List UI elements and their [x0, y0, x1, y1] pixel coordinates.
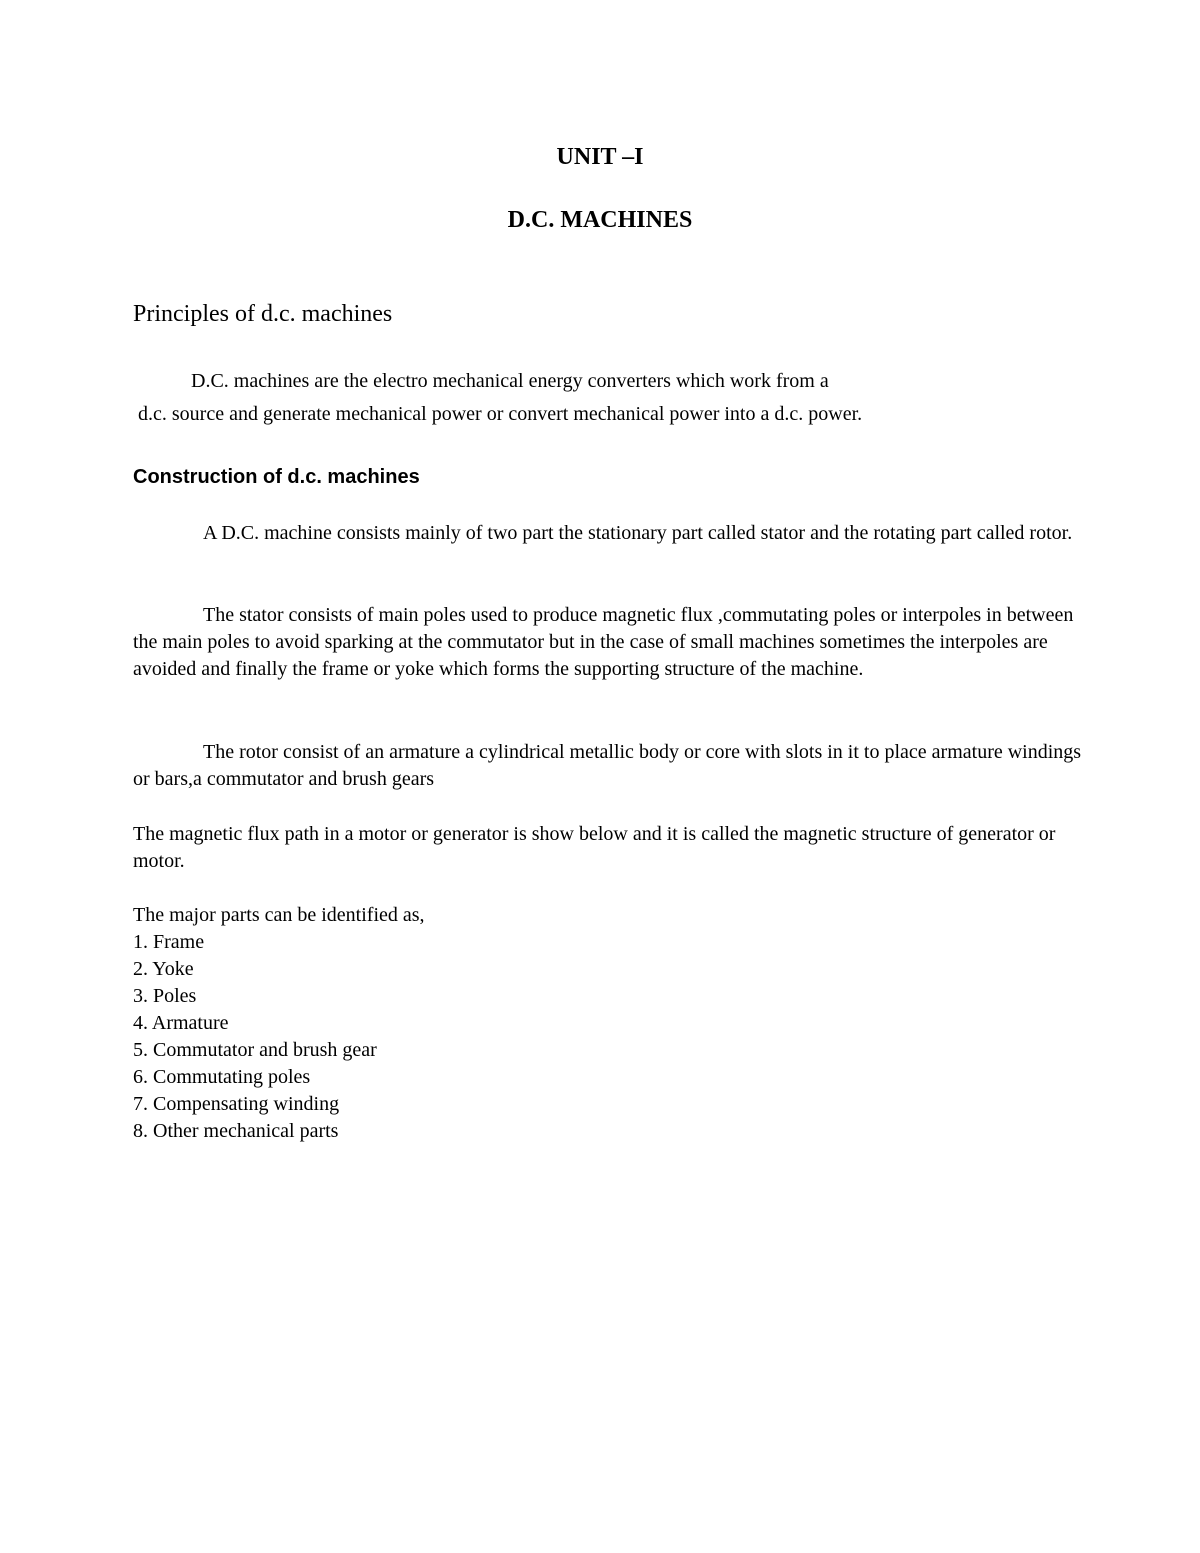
construction-paragraph-stator: The stator consists of main poles used to produce magnetic flux ,commutating poles or interpoles in between the main poles to avoid sparking at the commutator but in the case of small machines sometimes the interpoles are avoided and finally the frame or yoke which forms the supporting structure of the machine. [133, 604, 1074, 680]
construction-heading: Construction of d.c. machines [133, 466, 420, 488]
parts-intro: The major parts can be identified as, [133, 904, 425, 926]
list-item: 8. Other mechanical parts [133, 1120, 339, 1142]
construction-paragraph-flux-path: The magnetic flux path in a motor or generator is show below and it is called the magnetic structure of generator or motor. [133, 823, 1056, 872]
construction-paragraph-stator-rotor: A D.C. machine consists mainly of two part the stationary part called stator and the rotating part called rotor. [203, 522, 1073, 544]
list-item: 4. Armature [133, 1012, 229, 1034]
principles-line-1: D.C. machines are the electro mechanical energy converters which work from a [191, 370, 829, 392]
list-item: 7. Compensating winding [133, 1093, 340, 1115]
construction-paragraph-rotor: The rotor consist of an armature a cylindrical metallic body or core with slots in it to place armature windings or bars,a commutator and brush gears [133, 741, 1082, 790]
major-parts-list [133, 929, 377, 1145]
list-item: 5. Commutator and brush gear [133, 1039, 377, 1061]
list-item: 6. Commutating poles [133, 1066, 311, 1088]
principles-line-2: d.c. source and generate mechanical power or convert mechanical power into a d.c. power. [138, 403, 863, 425]
list-item: 2. Yoke [133, 958, 194, 980]
document-title: D.C. MACHINES [507, 207, 693, 233]
principles-heading: Principles of d.c. machines [133, 301, 393, 327]
principles-paragraph [133, 365, 1093, 431]
list-item: 3. Poles [133, 985, 197, 1007]
unit-title: UNIT –I [556, 144, 644, 170]
list-item: 1. Frame [133, 931, 205, 953]
